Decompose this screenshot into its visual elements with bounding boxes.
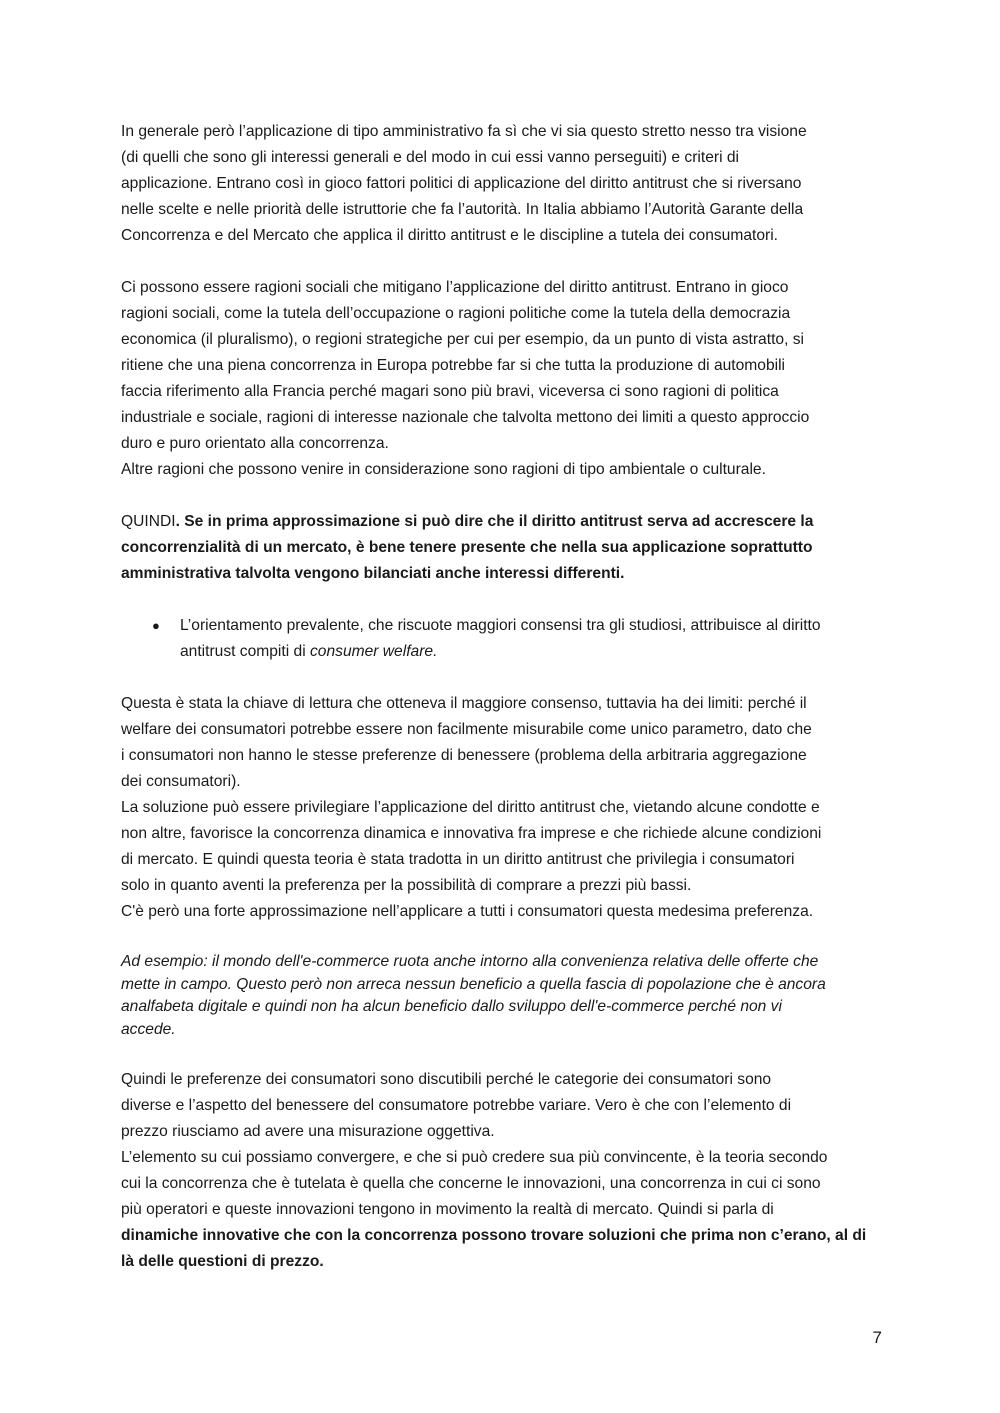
bullet-item: [121, 613, 885, 665]
text-line: applicazione. Entrano così in gioco fattori politici di applicazione del diritto antitrust che si riversano: [121, 175, 802, 192]
text-line: Quindi le preferenze dei consumatori sono discutibili perché le categorie dei consumatori sono: [121, 1071, 772, 1088]
paragraph-2: [121, 275, 885, 483]
bold-text: amministrativa talvolta vengono bilanciati anche interessi differenti.: [121, 565, 625, 582]
text-line: Concorrenza e del Mercato che applica il diritto antitrust e le discipline a tutela dei consumatori.: [121, 227, 779, 244]
text-line: solo in quanto aventi la preferenza per la possibilità di comprare a prezzi più bassi.: [121, 877, 692, 894]
text-line: non altre, favorisce la concorrenza dinamica e innovativa fra imprese e che richiede alcune condizioni: [121, 825, 822, 842]
bold-text: là delle questioni di prezzo.: [121, 1253, 324, 1270]
italic-term: consumer welfare.: [310, 643, 438, 660]
example-paragraph: [121, 951, 885, 1041]
bullet-icon: ●: [152, 618, 160, 633]
text-line: Altre ragioni che possono venire in considerazione sono ragioni di tipo ambientale o culturale.: [121, 461, 766, 478]
text-line: C'è però una forte approssimazione nell’applicare a tutti i consumatori questa medesima preferenza.: [121, 903, 814, 920]
text-line: i consumatori non hanno le stesse preferenze di benessere (problema della arbitraria aggregazione: [121, 747, 807, 764]
text-line: dei consumatori).: [121, 773, 241, 790]
bold-text: concorrenzialità di un mercato, è bene tenere presente che nella sua applicazione soprattutto: [121, 539, 813, 556]
text-line: In generale però l’applicazione di tipo amministrativo fa sì che vi sia questo stretto nesso tra visione: [121, 123, 807, 140]
text-line: nelle scelte e nelle priorità delle istruttorie che fa l’autorità. In Italia abbiamo l’Autorità Garante della: [121, 201, 804, 218]
text-line: L’elemento su cui possiamo convergere, e che si può credere sua più convincente, è la teoria secondo: [121, 1149, 828, 1166]
text-line: Ci possono essere ragioni sociali che mitigano l’applicazione del diritto antitrust. Entrano in gioco: [121, 279, 789, 296]
text-line: più operatori e queste innovazioni tengono in movimento la realtà di mercato. Quindi si parla di: [121, 1201, 774, 1218]
text-line: La soluzione può essere privilegiare l’applicazione del diritto antitrust che, vietando alcune condotte e: [121, 799, 820, 816]
text-line: economica (il pluralismo), o regioni strategiche per cui per esempio, da un punto di vista astratto, si: [121, 331, 804, 348]
document-body: [121, 119, 885, 1275]
text-line: accede.: [121, 1020, 176, 1038]
text-line: L’orientamento prevalente, che riscuote maggiori consensi tra gli studiosi, attribuisce al diritto: [180, 617, 821, 634]
paragraph-4: [121, 691, 885, 925]
text-line: prezzo riusciamo ad avere una misurazione oggettiva.: [121, 1123, 495, 1140]
text-line: analfabeta digitale e quindi non ha alcun beneficio dallo sviluppo dell'e-commerce perché non vi: [121, 998, 782, 1015]
text-line: cui la concorrenza che è tutelata è quella che concerne le innovazioni, una concorrenza in cui ci sono: [121, 1175, 821, 1192]
text-line: mette in campo. Questo però non arreca nessun beneficio a quella fascia di popolazione che è ancora: [121, 975, 826, 993]
bold-text: dinamiche innovative che con la concorrenza possono trovare soluzioni che prima non c’erano, al di: [121, 1227, 867, 1244]
bold-text: . Se in prima approssimazione si può dire che il diritto antitrust serva ad accrescere la: [175, 513, 814, 530]
text-line: di mercato. E quindi questa teoria è stata tradotta in un diritto antitrust che privilegia i consumatori: [121, 851, 795, 868]
text-line: Questa è stata la chiave di lettura che otteneva il maggiore consenso, tuttavia ha dei limiti: perché il: [121, 695, 807, 712]
quindi-label: QUINDI: [121, 513, 176, 530]
page-number: 7: [872, 1328, 882, 1347]
text-line: industriale e sociale, ragioni di interesse nazionale che talvolta mettono dei limiti a questo approccio: [121, 409, 810, 426]
paragraph-1: [121, 119, 885, 249]
text-line: diverse e l’aspetto del benessere del consumatore potrebbe variare. Vero è che con l’elemento di: [121, 1097, 792, 1114]
text-line: duro e puro orientato alla concorrenza.: [121, 435, 389, 452]
text-line: [121, 509, 885, 535]
text-line: (di quelli che sono gli interessi generali e del modo in cui essi vanno perseguiti) e criteri di: [121, 149, 740, 166]
text-line: Ad esempio: il mondo dell'e-commerce ruota anche intorno alla convenienza relativa delle offerte che: [121, 953, 819, 970]
paragraph-quindi: [121, 509, 885, 587]
text-line: ritiene che una piena concorrenza in Europa potrebbe far si che tutta la produzione di automobili: [121, 357, 786, 374]
paragraph-6: [121, 1067, 885, 1275]
text-line: ragioni sociali, come la tutela dell’occupazione o ragioni politiche come la tutela della democrazia: [121, 305, 791, 322]
text-line: antitrust compiti di consumer welfare.: [180, 643, 438, 660]
text-line: welfare dei consumatori potrebbe essere non facilmente misurabile come unico parametro, dato che: [121, 721, 812, 738]
text-line: faccia riferimento alla Francia perché magari sono più bravi, viceversa ci sono ragioni di politica: [121, 383, 779, 400]
